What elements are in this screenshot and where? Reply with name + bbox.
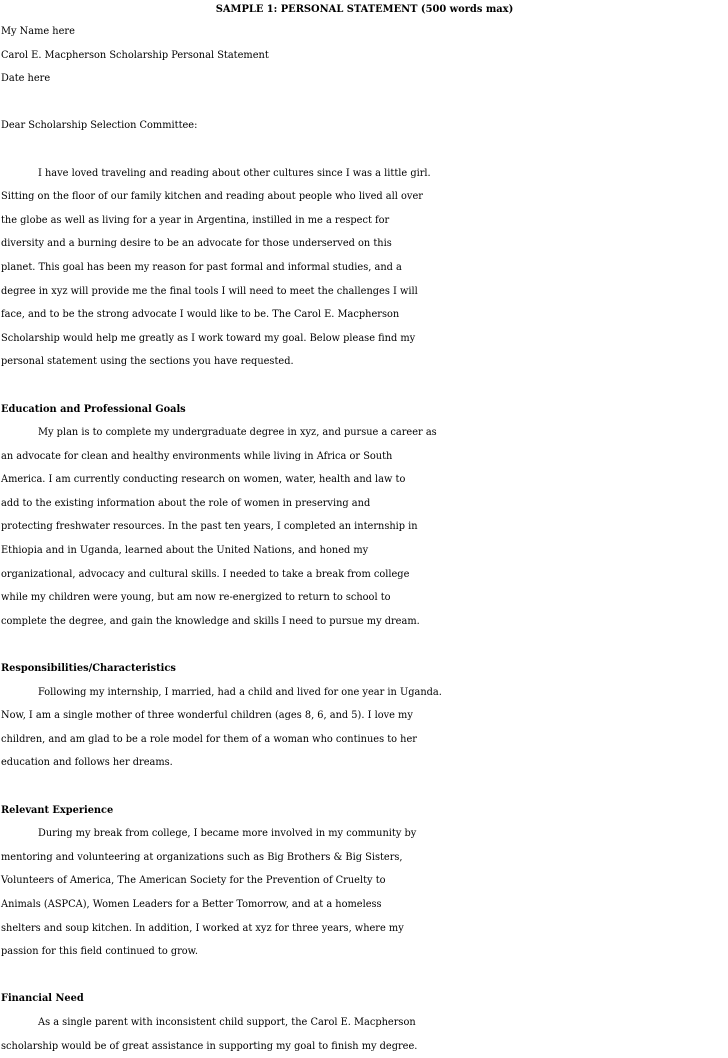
paragraph-line: shelters and soup kitchen. In addition, I worked at xyz for three years, where my xyxy=(1,922,404,934)
author-name-line: My Name here xyxy=(1,26,75,37)
paragraph-line: Animals (ASPCA), Women Leaders for a Better Tomorrow, and at a homeless xyxy=(1,898,382,910)
paragraph-line: As a single parent with inconsistent child support, the Carol E. Macpherson xyxy=(38,1016,416,1028)
paragraph-line: planet. This goal has been my reason for past formal and informal studies, and a xyxy=(1,261,402,273)
spacer xyxy=(1,775,728,799)
spacer xyxy=(1,138,728,162)
document-title: SAMPLE 1: PERSONAL STATEMENT (500 words max) xyxy=(215,4,514,15)
spacer xyxy=(1,374,728,398)
section-education xyxy=(1,398,728,634)
paragraph-line: I have loved traveling and reading about other cultures since I was a little girl. xyxy=(38,167,431,179)
statement-title-line: Carol E. Macpherson Scholarship Personal Statement xyxy=(1,49,269,61)
paragraph-line: mentoring and volunteering at organizations such as Big Brothers & Big Sisters, xyxy=(1,851,403,863)
paragraph-line: During my break from college, I became more involved in my community by xyxy=(38,828,417,840)
spacer xyxy=(1,633,728,657)
paragraph-line: Volunteers of America, The American Society for the Prevention of Cruelty to xyxy=(1,875,386,887)
paragraph-line: My plan is to complete my undergraduate degree in xyz, and pursue a career as xyxy=(38,427,437,439)
paragraph-line: Ethiopia and in Uganda, learned about the United Nations, and honed my xyxy=(1,545,369,557)
section-paragraph xyxy=(1,822,728,964)
paragraph-line: the globe as well as living for a year in Argentina, instilled in me a respect for xyxy=(1,214,390,226)
paragraph-line: Following my internship, I married, had a child and lived for one year in Uganda. xyxy=(38,686,442,698)
paragraph-line: diversity and a burning desire to be an advocate for those underserved on this xyxy=(1,238,392,250)
section-heading: Financial Need xyxy=(1,993,84,1005)
section-experience xyxy=(1,799,728,964)
date-line: Date here xyxy=(1,73,51,85)
section-responsibilities xyxy=(1,657,728,775)
paragraph-line: degree in xyz will provide me the final tools I will need to meet the challenges I will xyxy=(1,285,418,297)
paragraph-line: add to the existing information about the role of women in preserving and xyxy=(1,497,371,509)
section-paragraph xyxy=(1,1011,728,1058)
section-financial-need xyxy=(1,987,728,1058)
paragraph-line: personal statement using the sections you have requested. xyxy=(1,356,294,368)
section-paragraph xyxy=(1,421,728,633)
paragraph-line: face, and to be the strong advocate I would like to be. The Carol E. Macpherson xyxy=(1,309,400,321)
spacer xyxy=(1,964,728,988)
section-heading: Responsibilities/Characteristics xyxy=(1,663,176,675)
section-heading: Education and Professional Goals xyxy=(1,403,186,415)
paragraph-line: passion for this field continued to grow. xyxy=(1,946,199,958)
section-heading: Relevant Experience xyxy=(1,804,114,816)
section-paragraph xyxy=(1,681,728,775)
paragraph-line: protecting freshwater resources. In the past ten years, I completed an internship in xyxy=(1,521,418,533)
paragraph-line: an advocate for clean and healthy environments while living in Africa or South xyxy=(1,450,393,462)
intro-paragraph xyxy=(1,162,728,374)
paragraph-line: scholarship would be of great assistance in supporting my goal to finish my degree. xyxy=(1,1040,418,1052)
paragraph-line: organizational, advocacy and cultural skills. I needed to take a break from college xyxy=(1,568,410,580)
salutation: Dear Scholarship Selection Committee: xyxy=(1,120,198,132)
paragraph-line: while my children were young, but am now re-energized to return to school to xyxy=(1,592,391,604)
spacer xyxy=(1,91,728,115)
paragraph-line: complete the degree, and gain the knowledge and skills I need to pursue my dream. xyxy=(1,615,420,627)
paragraph-line: America. I am currently conducting research on women, water, health and law to xyxy=(1,474,406,486)
header-block xyxy=(1,20,728,91)
paragraph-line: Scholarship would help me greatly as I work toward my goal. Below please find my xyxy=(1,332,416,344)
paragraph-line: children, and am glad to be a role model for them of a woman who continues to her xyxy=(1,733,417,745)
paragraph-line: Sitting on the floor of our family kitchen and reading about people who lived all over xyxy=(1,191,423,203)
paragraph-line: Now, I am a single mother of three wonderful children (ages 8, 6, and 5). I love my xyxy=(1,710,413,722)
paragraph-line: education and follows her dreams. xyxy=(1,757,173,769)
